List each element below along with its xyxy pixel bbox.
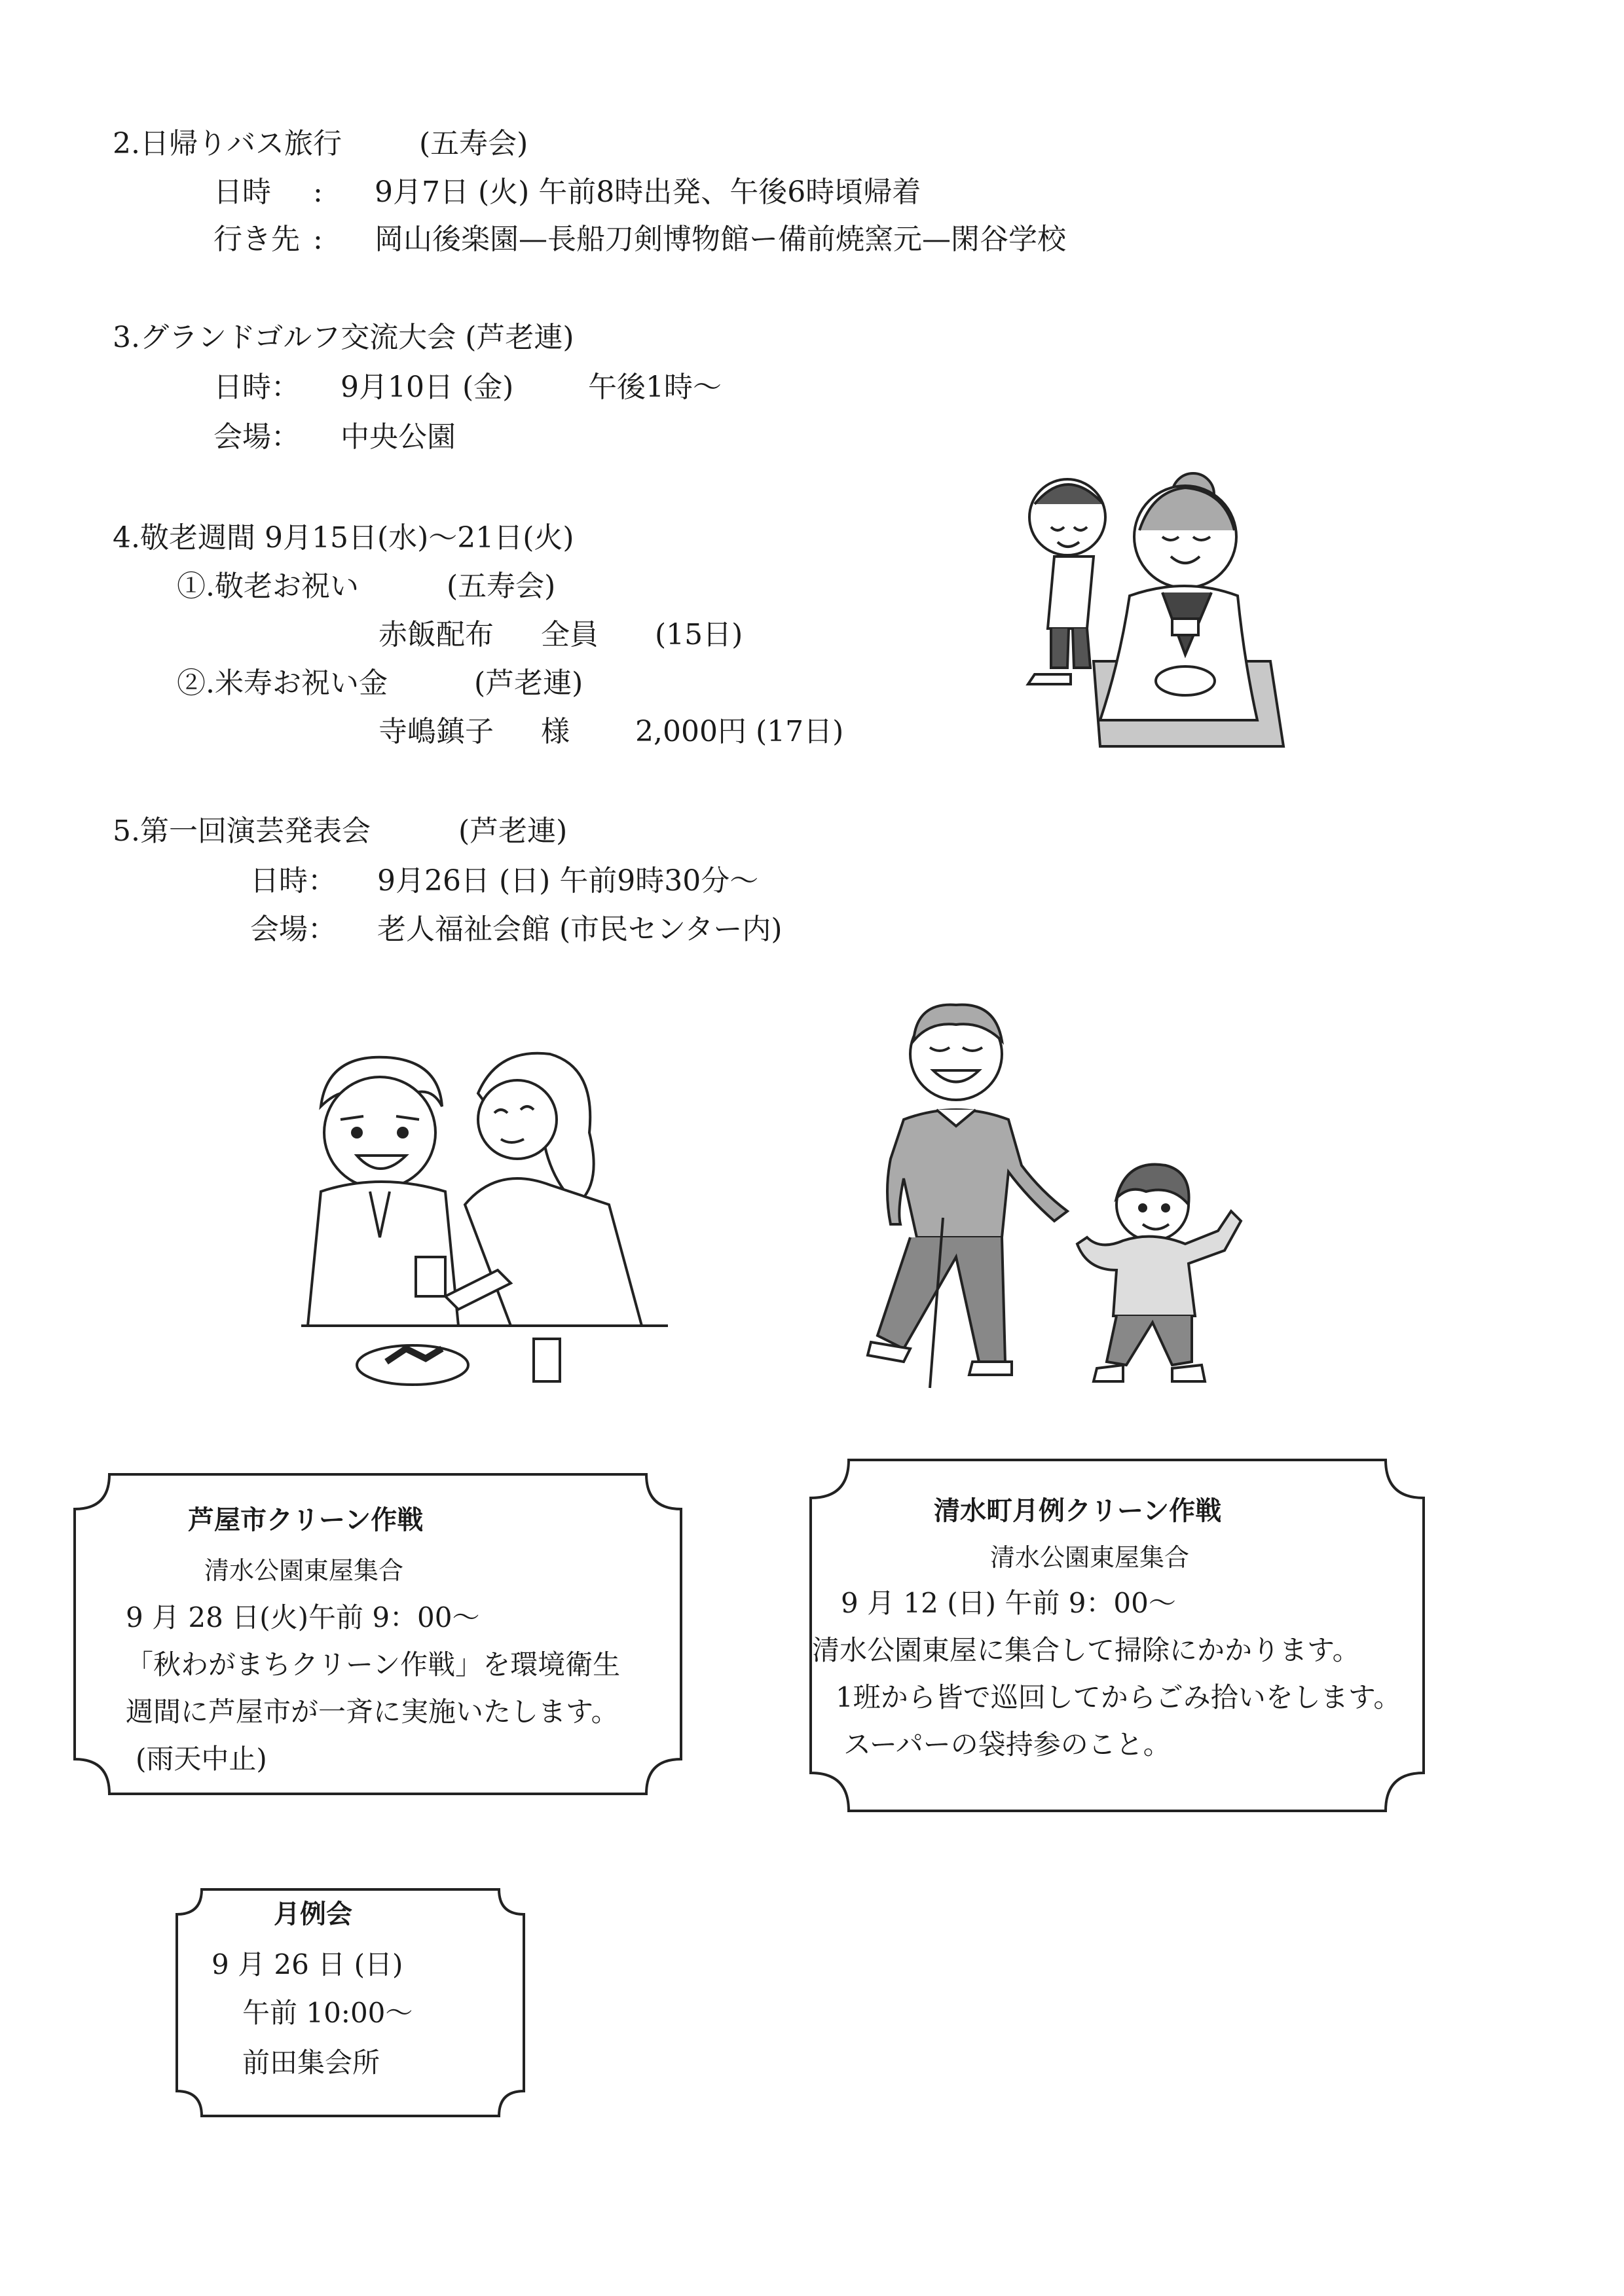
monthly-meeting-date: 9 月 26 日 (日) [212,1948,403,1980]
ashiya-cleanup-title: 芦屋市クリーン作戦 [188,1504,424,1535]
ashiya-cleanup-line2: 週間に芦屋市が一斉に実施いたします。 [126,1696,619,1728]
respect-item2-title: ②.米寿お祝い金 [177,666,388,700]
bus-trip-organizer: (五寿会) [419,127,528,160]
ashiya-cleanup-date: 9 月 28 日(火)午前 9：00〜 [126,1601,480,1633]
monthly-meeting-place: 前田集会所 [242,2047,380,2079]
bus-dest-colon: : [313,223,323,256]
shimizu-cleanup-line1: 清水公園東屋に集合して掃除にかかります。 [812,1634,1360,1666]
shimizu-cleanup-line3: スーパーの袋持参のこと。 [843,1728,1171,1760]
respect-week-heading: 4.敬老週間 9月15日(水)〜21日(火) [113,521,574,555]
bus-date-label: 日時 [213,175,271,209]
ashiya-cleanup-box [73,1473,682,1795]
respect-item1-organizer: (五寿会) [447,570,556,603]
respect-item1-who: 全員 [541,618,599,651]
shimizu-cleanup-place: 清水公園東屋集合 [990,1543,1190,1572]
recital-venue-label: 会場： [250,913,337,946]
monthly-meeting-time: 午前 10:00〜 [242,1997,413,2029]
shimizu-cleanup-date: 9 月 12 (日) 午前 9：00〜 [841,1587,1176,1619]
respect-item2-amount: 2,000円 (17日) [635,715,844,748]
monthly-meeting-box [175,1888,525,2117]
shimizu-cleanup-line2: 1班から皆で巡回してからごみ拾いをします。 [836,1681,1401,1713]
respect-item2-honorific: 様 [541,715,570,748]
respect-item1-day: (15日) [655,618,743,651]
ashiya-cleanup-line1: 「秋わがまちクリーン作戦」を環境衛生 [126,1649,621,1681]
golf-date-label: 日時： [213,371,300,404]
respect-item2-name: 寺嶋鎮子 [378,715,494,748]
golf-venue-label: 会場： [213,420,300,454]
respect-item2-organizer: (芦老連) [474,666,583,700]
grandmother-child-illustration [1022,465,1297,753]
ashiya-cleanup-place: 清水公園東屋集合 [204,1556,404,1585]
recital-date: 9月26日 (日) 午前9時30分〜 [377,864,759,898]
monthly-meeting-title: 月例会 [274,1899,352,1929]
bus-date: 9月7日 (火) 午前8時出発、午後6時頃帰着 [375,175,921,209]
recital-organizer: (芦老連) [458,814,568,848]
golf-venue: 中央公園 [341,420,456,454]
grandfather-child-walking-illustration [864,995,1270,1401]
respect-item1-title: ①.敬老お祝い [177,570,359,603]
ashiya-cleanup-note: (雨天中止) [136,1743,267,1775]
shimizu-cleanup-title: 清水町月例クリーン作戦 [934,1495,1222,1526]
recital-heading: 5.第一回演芸発表会 [113,814,371,848]
couple-drinking-illustration [301,1041,681,1394]
bus-destination: 岡山後楽園—長船刀剣博物館ー備前焼窯元—閑谷学校 [375,223,1066,256]
golf-date: 9月10日 (金) [341,371,514,404]
shimizu-cleanup-box [809,1459,1425,1812]
bus-trip-heading: 2.日帰りバス旅行 [113,127,342,160]
recital-date-label: 日時： [250,864,337,898]
bus-date-colon: : [313,175,323,209]
golf-heading: 3.グランドゴルフ交流大会 (芦老連) [113,321,574,354]
recital-venue: 老人福祉会館 (市民センター内) [377,913,783,946]
respect-item1-detail: 赤飯配布 [378,618,494,651]
golf-time: 午後1時〜 [588,371,722,404]
bus-dest-label: 行き先 [213,223,300,256]
